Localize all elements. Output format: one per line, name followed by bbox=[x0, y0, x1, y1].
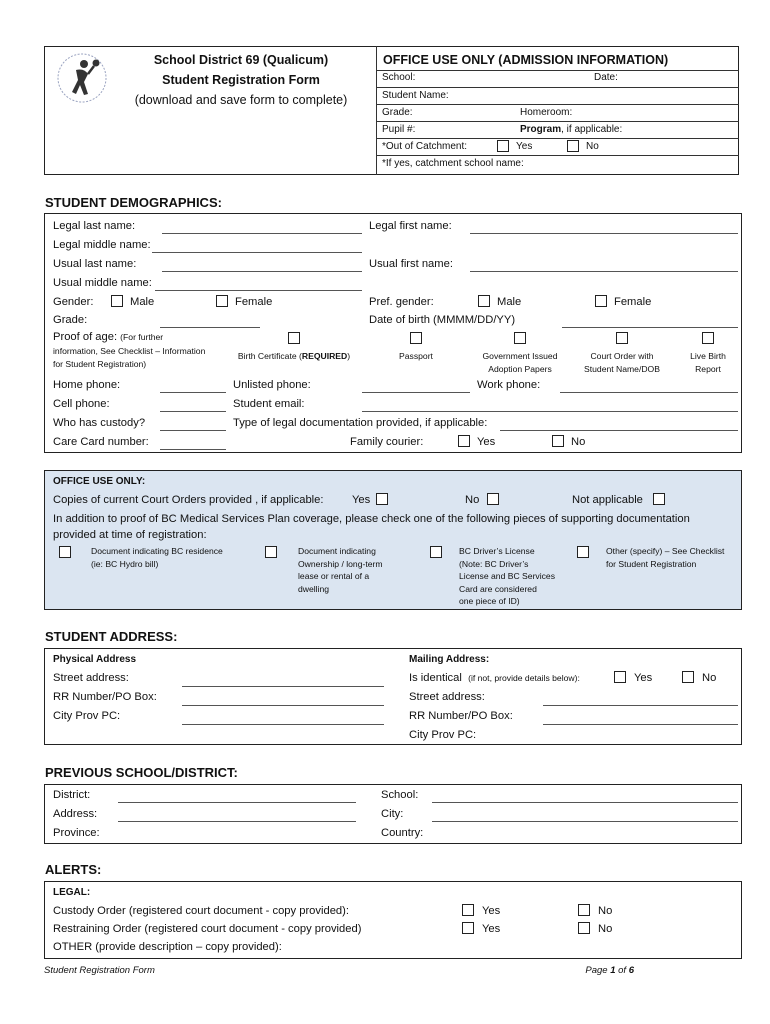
grade-label: Grade: bbox=[53, 314, 88, 326]
mailing-identical-label: Is identical (if not, provide details below): bbox=[409, 672, 580, 684]
family-courier-yes-label: Yes bbox=[477, 436, 496, 448]
court-orders-no-label: No bbox=[465, 494, 480, 506]
ownership-doc-checkbox[interactable] bbox=[265, 546, 277, 558]
pref-gender-label: Pref. gender: bbox=[369, 296, 434, 308]
previous-country-label: Country: bbox=[381, 827, 424, 839]
gender-male-label: Male bbox=[130, 296, 155, 308]
court-orders-na-label: Not applicable bbox=[572, 494, 643, 506]
legal-doc-type-field[interactable] bbox=[500, 430, 738, 431]
grade-field[interactable] bbox=[160, 327, 260, 328]
dob-label: Date of birth (MMMM/DD/YY) bbox=[369, 314, 516, 326]
family-courier-yes-checkbox[interactable] bbox=[458, 435, 470, 447]
admission-grade-label: Grade: bbox=[382, 107, 413, 118]
gender-label: Gender: bbox=[53, 296, 94, 308]
custody-order-yes-checkbox[interactable] bbox=[462, 904, 474, 916]
previous-school-heading: PREVIOUS SCHOOL/DISTRICT: bbox=[45, 765, 238, 780]
usual-first-name-label: Usual first name: bbox=[369, 258, 453, 270]
previous-district-label: District: bbox=[53, 789, 91, 801]
mailing-identical-yes-label: Yes bbox=[634, 672, 653, 684]
usual-first-name-field[interactable] bbox=[470, 271, 738, 272]
ownership-doc-label: Document indicating Ownership / long-term lease or rental of a dwelling bbox=[298, 546, 383, 594]
footer-page-number: Page 1 of 6 bbox=[585, 965, 634, 976]
pref-gender-male-label: Male bbox=[497, 296, 522, 308]
previous-address-label: Address: bbox=[53, 808, 98, 820]
form-title-district: School District 69 (Qualicum) bbox=[153, 53, 329, 67]
court-order-label: Court Order with Student Name/DOB bbox=[584, 351, 660, 374]
previous-school-label: School: bbox=[381, 789, 419, 801]
gender-female-checkbox[interactable] bbox=[216, 295, 228, 307]
adoption-papers-label: Government Issued Adoption Papers bbox=[482, 351, 558, 374]
pref-gender-female-checkbox[interactable] bbox=[595, 295, 607, 307]
bc-residence-doc-checkbox[interactable] bbox=[59, 546, 71, 558]
court-orders-yes-checkbox[interactable] bbox=[376, 493, 388, 505]
usual-middle-name-label: Usual middle name: bbox=[53, 277, 152, 289]
proof-of-age-label: Proof of age: (For further bbox=[53, 331, 164, 343]
passport-label: Passport bbox=[399, 351, 433, 361]
admission-pupil-label: Pupil #: bbox=[382, 124, 416, 135]
physical-street-field[interactable] bbox=[182, 686, 384, 687]
physical-rr-field[interactable] bbox=[182, 705, 384, 706]
previous-city-label: City: bbox=[381, 808, 404, 820]
legal-last-name-label: Legal last name: bbox=[53, 220, 136, 232]
custody-label: Who has custody? bbox=[53, 417, 146, 429]
office-admission-title: OFFICE USE ONLY (ADMISSION INFORMATION) bbox=[383, 53, 669, 67]
work-phone-field[interactable] bbox=[560, 392, 738, 393]
family-courier-no-checkbox[interactable] bbox=[552, 435, 564, 447]
admission-catchment-yes-label: Yes bbox=[516, 141, 533, 152]
other-alert-label: OTHER (provide description – copy provided): bbox=[53, 941, 282, 953]
live-birth-report-checkbox[interactable] bbox=[702, 332, 714, 344]
mailing-rr-label: RR Number/PO Box: bbox=[409, 710, 513, 722]
restraining-order-yes-checkbox[interactable] bbox=[462, 922, 474, 934]
custody-field[interactable] bbox=[160, 430, 226, 431]
previous-district-field[interactable] bbox=[118, 802, 356, 803]
admission-school-label: School: bbox=[382, 72, 416, 83]
mailing-address-label: Mailing Address: bbox=[409, 654, 490, 665]
admission-catchment-no-label: No bbox=[586, 141, 599, 152]
mailing-street-field[interactable] bbox=[543, 705, 738, 706]
legal-middle-name-field[interactable] bbox=[152, 252, 362, 253]
mailing-city-label: City Prov PC: bbox=[409, 729, 477, 741]
home-phone-label: Home phone: bbox=[53, 379, 121, 391]
admission-catchment-name-label: *If yes, catchment school name: bbox=[382, 158, 524, 169]
mailing-identical-no-checkbox[interactable] bbox=[682, 671, 694, 683]
admission-date-label: Date: bbox=[594, 72, 618, 83]
legal-first-name-label: Legal first name: bbox=[369, 220, 452, 232]
student-email-label: Student email: bbox=[233, 398, 305, 410]
physical-address-label: Physical Address bbox=[53, 654, 137, 665]
legal-alerts-label: LEGAL: bbox=[53, 887, 91, 898]
legal-doc-type-label: Type of legal documentation provided, if applicable: bbox=[233, 417, 488, 429]
unlisted-phone-field[interactable] bbox=[362, 392, 470, 393]
court-orders-label: Copies of current Court Orders provided , if applicable: bbox=[53, 494, 324, 506]
proof-of-age-note: information, See Checklist – Information for Student Registration) bbox=[53, 346, 206, 369]
court-orders-no-checkbox[interactable] bbox=[487, 493, 499, 505]
custody-order-yes-label: Yes bbox=[482, 905, 501, 917]
bc-residence-doc-label: Document indicating BC residence (ie: BC Hydro bill) bbox=[91, 546, 223, 569]
form-subtitle: (download and save form to complete) bbox=[134, 93, 348, 107]
unlisted-phone-label: Unlisted phone: bbox=[233, 379, 311, 391]
court-orders-na-checkbox[interactable] bbox=[653, 493, 665, 505]
previous-city-field[interactable] bbox=[432, 821, 738, 822]
court-order-checkbox[interactable] bbox=[616, 332, 628, 344]
dob-field[interactable] bbox=[562, 327, 738, 328]
care-card-field[interactable] bbox=[160, 449, 226, 450]
passport-checkbox[interactable] bbox=[410, 332, 422, 344]
legal-middle-name-label: Legal middle name: bbox=[53, 239, 151, 251]
mailing-rr-field[interactable] bbox=[543, 724, 738, 725]
previous-school-field[interactable] bbox=[432, 802, 738, 803]
mailing-identical-no-label: No bbox=[702, 672, 717, 684]
mailing-identical-yes-checkbox[interactable] bbox=[614, 671, 626, 683]
admission-catchment-no-checkbox[interactable] bbox=[567, 140, 579, 152]
address-heading: STUDENT ADDRESS: bbox=[45, 629, 178, 644]
restraining-order-no-checkbox[interactable] bbox=[578, 922, 590, 934]
bc-drivers-license-checkbox[interactable] bbox=[430, 546, 442, 558]
previous-province-label: Province: bbox=[53, 827, 100, 839]
live-birth-report-label: Live Birth Report bbox=[690, 351, 726, 374]
other-doc-label: Other (specify) – See Checklist for Student Registration bbox=[606, 546, 725, 569]
mailing-street-label: Street address: bbox=[409, 691, 485, 703]
physical-city-label: City Prov PC: bbox=[53, 710, 121, 722]
previous-address-field[interactable] bbox=[118, 821, 356, 822]
admission-catchment-yes-checkbox[interactable] bbox=[497, 140, 509, 152]
footer-form-name: Student Registration Form bbox=[44, 965, 155, 976]
district-logo-icon bbox=[54, 50, 110, 106]
pref-gender-female-label: Female bbox=[614, 296, 652, 308]
custody-order-no-checkbox[interactable] bbox=[578, 904, 590, 916]
gender-male-checkbox[interactable] bbox=[111, 295, 123, 307]
cell-phone-label: Cell phone: bbox=[53, 398, 110, 410]
physical-rr-label: RR Number/PO Box: bbox=[53, 691, 157, 703]
family-courier-label: Family courier: bbox=[350, 436, 424, 448]
bc-drivers-license-label: BC Driver’s License (Note: BC Driver’s License and BC Services Card are considered one piece of ID) bbox=[459, 546, 556, 607]
custody-order-label: Custody Order (registered court document - copy provided): bbox=[53, 905, 349, 917]
cell-phone-field[interactable] bbox=[160, 411, 226, 412]
work-phone-label: Work phone: bbox=[477, 379, 541, 391]
home-phone-field[interactable] bbox=[160, 392, 226, 393]
adoption-papers-checkbox[interactable] bbox=[514, 332, 526, 344]
admission-catchment-label: *Out of Catchment: bbox=[382, 141, 468, 152]
family-courier-no-label: No bbox=[571, 436, 586, 448]
student-email-field[interactable] bbox=[362, 411, 738, 412]
usual-middle-name-field[interactable] bbox=[155, 290, 362, 291]
admission-homeroom-label: Homeroom: bbox=[520, 107, 573, 118]
birth-certificate-checkbox[interactable] bbox=[288, 332, 300, 344]
msp-instructions-line1: In addition to proof of BC Medical Services Plan coverage, please check one of the following pieces of supporting documentation bbox=[53, 513, 690, 525]
legal-last-name-field[interactable] bbox=[162, 233, 362, 234]
gender-female-label: Female bbox=[235, 296, 273, 308]
usual-last-name-label: Usual last name: bbox=[53, 258, 137, 270]
alerts-heading: ALERTS: bbox=[45, 862, 102, 877]
custody-order-no-label: No bbox=[598, 905, 613, 917]
form-title: Student Registration Form bbox=[162, 73, 320, 87]
physical-street-label: Street address: bbox=[53, 672, 129, 684]
physical-city-field[interactable] bbox=[182, 724, 384, 725]
other-doc-checkbox[interactable] bbox=[577, 546, 589, 558]
legal-first-name-field[interactable] bbox=[470, 233, 738, 234]
court-orders-yes-label: Yes bbox=[352, 494, 371, 506]
admission-student-name-label: Student Name: bbox=[382, 90, 449, 101]
care-card-label: Care Card number: bbox=[53, 436, 149, 448]
demographics-heading: STUDENT DEMOGRAPHICS: bbox=[45, 195, 222, 210]
usual-last-name-field[interactable] bbox=[162, 271, 362, 272]
restraining-order-label: Restraining Order (registered court document - copy provided) bbox=[53, 923, 362, 935]
birth-certificate-label: Birth Certificate (REQUIRED) bbox=[237, 351, 351, 361]
admission-program-label: Program, if applicable: bbox=[520, 124, 623, 135]
msp-instructions-line2: provided at time of registration: bbox=[53, 529, 207, 541]
restraining-order-no-label: No bbox=[598, 923, 613, 935]
office-use-title: OFFICE USE ONLY: bbox=[53, 476, 146, 487]
pref-gender-male-checkbox[interactable] bbox=[478, 295, 490, 307]
restraining-order-yes-label: Yes bbox=[482, 923, 501, 935]
